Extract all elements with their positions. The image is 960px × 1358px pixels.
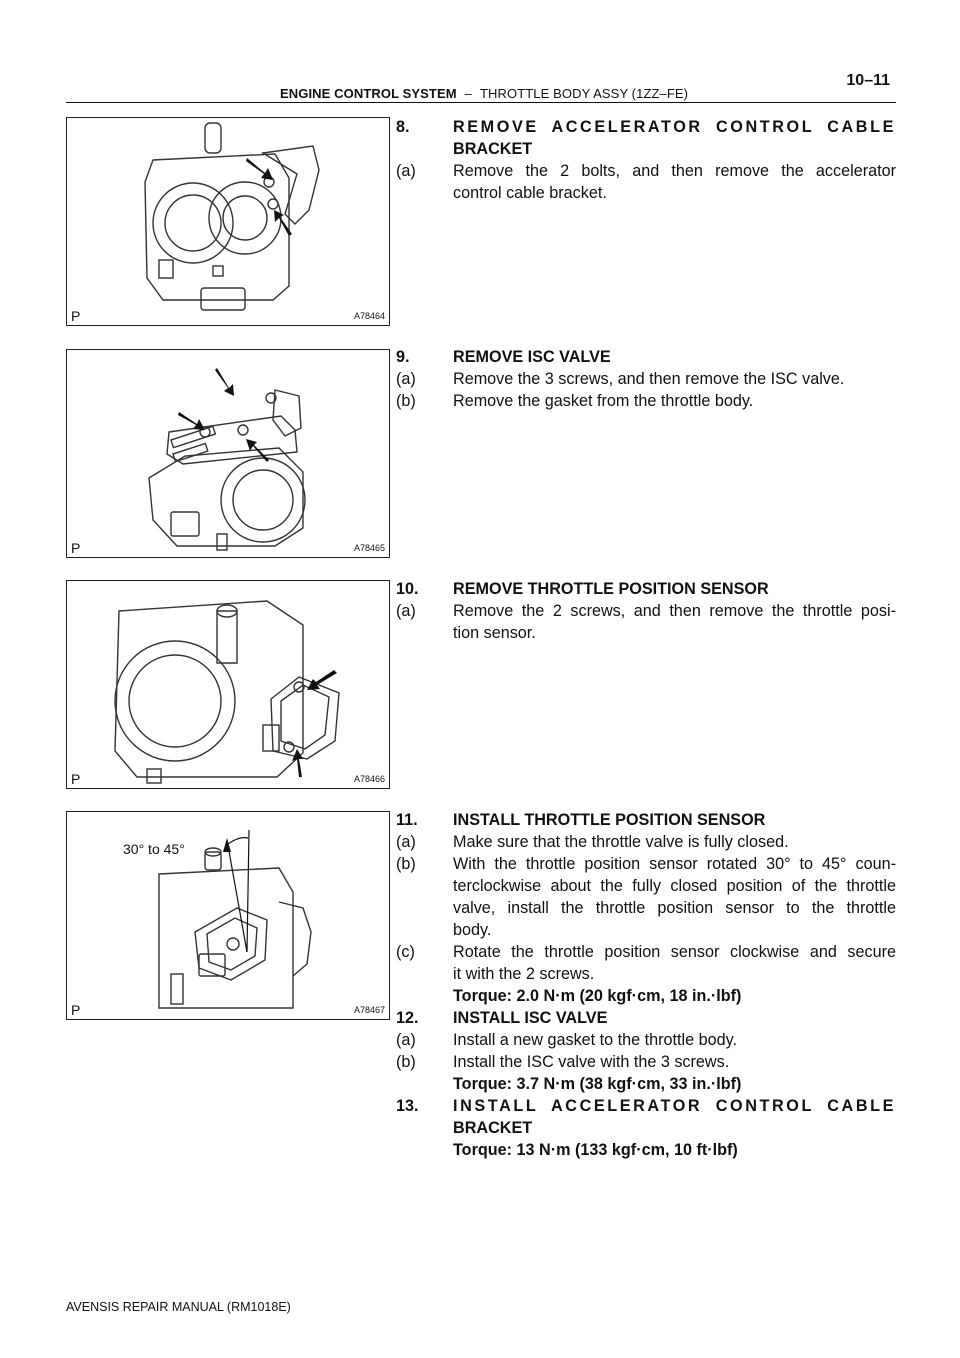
substep-label: (c) [396, 943, 415, 961]
angle-indicator [227, 830, 249, 952]
throttle-body-bracket-illustration [67, 118, 389, 325]
step-heading [396, 809, 896, 831]
substep-label: (b) [396, 855, 416, 873]
figure-p-mark: P [71, 540, 81, 556]
substep-text-continued: valve, install the throttle position sensor to the throttle [453, 899, 896, 917]
step-number: 12. [396, 1009, 419, 1027]
arrow-icons [292, 670, 337, 777]
manual-footer: AVENSIS REPAIR MANUAL (RM1018E) [66, 1300, 291, 1314]
substep-text: Remove the 3 screws, and then remove the ISC valve. [453, 370, 845, 388]
figure-cable-bracket [66, 117, 390, 326]
page-header [66, 72, 896, 103]
figure-install-tps [66, 811, 390, 1020]
arrow-icon [178, 412, 205, 430]
substep-text-continued: terclockwise about the fully closed position of the throttle [453, 877, 896, 895]
step-heading [396, 1007, 896, 1029]
torque-spec: Torque: 2.0 N·m (20 kgf·cm, 18 in.·lbf) [453, 987, 742, 1005]
figure-p-mark: P [71, 308, 81, 324]
substep-text: Install the ISC valve with the 3 screws. [453, 1053, 730, 1071]
page-number: 10–11 [846, 72, 890, 89]
substep-text: Remove the gasket from the throttle body. [453, 392, 754, 410]
angle-label: 30° to 45° [123, 841, 185, 857]
substep-text: Install a new gasket to the throttle body. [453, 1031, 738, 1049]
header-separator: – [464, 86, 472, 101]
substep-label: (b) [396, 392, 416, 410]
substep-text: Make sure that the throttle valve is fully closed. [453, 833, 789, 851]
substep-text-continued: it with the 2 screws. [453, 965, 595, 983]
figure-code: A78465 [353, 543, 385, 553]
step-title: REMOVE ISC VALVE [453, 348, 611, 366]
substep-text-continued: control cable bracket. [453, 184, 607, 202]
substep-text-continued: body. [453, 921, 492, 939]
substep-label: (a) [396, 370, 416, 388]
substep-a [396, 600, 896, 622]
step-title: INSTALL THROTTLE POSITION SENSOR [453, 811, 766, 829]
step-8 [396, 116, 896, 204]
substep-a [396, 1029, 896, 1051]
substep-label: (a) [396, 1031, 416, 1049]
step-number: 10. [396, 580, 419, 598]
arrow-icon [215, 368, 234, 396]
step-heading [396, 116, 896, 138]
torque-spec: Torque: 13 N·m (133 kgf·cm, 10 ft·lbf) [453, 1141, 738, 1159]
arrow-icon [307, 670, 337, 690]
step-title: INSTALL ACCELERATOR CONTROL CABLE [453, 1097, 896, 1115]
step-number: 8. [396, 118, 410, 136]
figure-isc-valve [66, 349, 390, 558]
figure-code: A78467 [353, 1005, 385, 1015]
substep-text: Remove the 2 screws, and then remove the throttle posi- [453, 602, 896, 620]
substep-label: (a) [396, 162, 416, 180]
step-number: 11. [396, 811, 418, 829]
figure-p-mark: P [71, 771, 81, 787]
figure-code: A78464 [353, 311, 385, 321]
arrow-icon [292, 749, 303, 777]
step-title-continued: BRACKET [453, 140, 533, 158]
figure-code: A78466 [353, 774, 385, 784]
step-title: INSTALL ISC VALVE [453, 1009, 608, 1027]
isc-valve-illustration [67, 350, 389, 557]
torque-spec: Torque: 3.7 N·m (38 kgf·cm, 33 in.·lbf) [453, 1075, 742, 1093]
figure-remove-tps [66, 580, 390, 789]
steps-11-13 [396, 809, 896, 1161]
step-title-continued: BRACKET [453, 1119, 533, 1137]
substep-b [396, 390, 896, 412]
section-title: ENGINE CONTROL SYSTEM [280, 86, 457, 101]
substep-text: Remove the 2 bolts, and then remove the accelerator [453, 162, 896, 180]
substep-b [396, 1051, 896, 1073]
substep-label: (b) [396, 1053, 416, 1071]
tps-installation-illustration [67, 812, 389, 1019]
step-title: REMOVE ACCELERATOR CONTROL CABLE [453, 118, 896, 136]
substep-label: (a) [396, 833, 416, 851]
step-heading [396, 1095, 896, 1117]
substep-text-continued: tion sensor. [453, 624, 536, 642]
substep-a [396, 368, 896, 390]
angle-arrow-icon [223, 838, 231, 852]
figure-p-mark: P [71, 1002, 81, 1018]
step-heading [396, 578, 896, 600]
tps-removal-illustration [67, 581, 389, 788]
arrow-icon [246, 158, 273, 180]
step-number: 13. [396, 1097, 419, 1115]
substep-a [396, 160, 896, 182]
header-title [280, 86, 688, 101]
substep-a [396, 831, 896, 853]
substep-label: (a) [396, 602, 416, 620]
substep-text: Rotate the throttle position sensor clockwise and secure [453, 943, 896, 961]
substep-text: With the throttle position sensor rotated 30° to 45° coun- [453, 855, 896, 873]
step-heading [396, 346, 896, 368]
step-number: 9. [396, 348, 410, 366]
substep-b [396, 853, 896, 875]
step-title: REMOVE THROTTLE POSITION SENSOR [453, 580, 769, 598]
subsection-title: THROTTLE BODY ASSY (1ZZ–FE) [480, 86, 689, 101]
step-10 [396, 578, 896, 644]
step-9 [396, 346, 896, 412]
substep-c [396, 941, 896, 963]
